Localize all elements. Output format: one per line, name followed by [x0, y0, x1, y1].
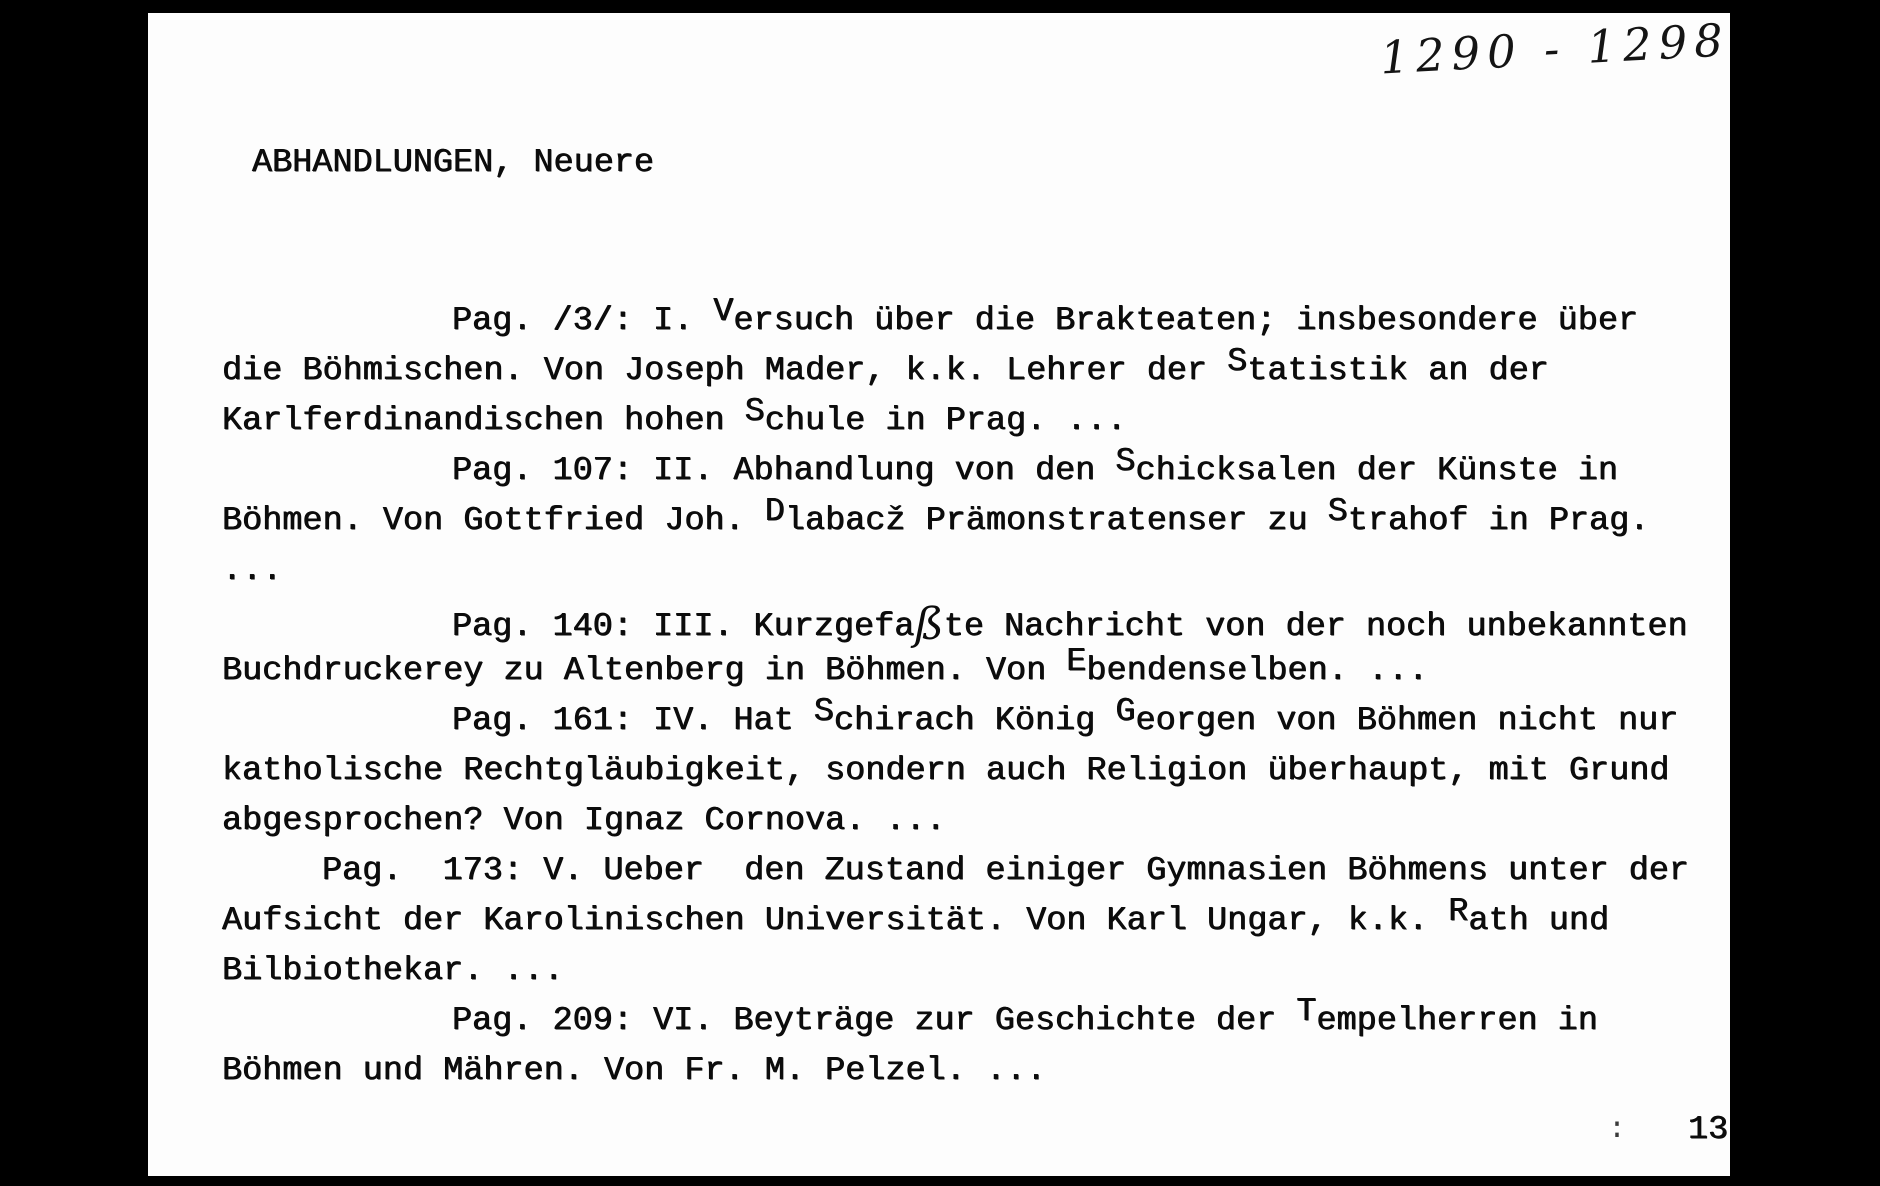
text-segment: Pag. 209: VI. Beyträge zur Geschichte der	[452, 1002, 1297, 1040]
text-segment: katholische Rechtgläubigkeit, sondern auch Religion überhaupt, mit Grund	[222, 752, 1670, 790]
text-segment: ath und	[1468, 902, 1610, 940]
text-line	[222, 796, 1732, 846]
document-heading: ABHANDLUNGEN, Neuere	[252, 144, 655, 182]
text-segment: eorgen von Böhmen nicht nur	[1135, 702, 1679, 740]
text-segment: S	[1327, 493, 1348, 531]
text-segment: Böhmen. Von Gottfried Joh.	[222, 502, 765, 540]
text-segment: Bilbiothekar. ...	[222, 952, 564, 990]
text-segment: S	[813, 693, 834, 731]
text-line	[222, 746, 1732, 796]
text-segment: S	[744, 393, 765, 431]
text-segment: Böhmen und Mähren. Von Fr. M. Pelzel. ...	[222, 1052, 1047, 1090]
text-segment: tatistik an der	[1247, 352, 1549, 390]
text-segment: labacž Prämonstratenser zu	[784, 502, 1328, 540]
text-segment: empelherren in	[1316, 1002, 1598, 1040]
document-body	[222, 293, 1732, 1096]
text-segment: Pag. 173: V. Ueber den Zustand einiger Gymnasien Böhmens unter der	[322, 852, 1690, 890]
text-segment: R	[1448, 893, 1469, 931]
text-segment: D	[764, 493, 785, 531]
text-line	[222, 343, 1732, 396]
text-segment: te Nachricht von der noch unbekannten	[943, 608, 1688, 646]
text-line	[222, 846, 1732, 896]
text-line	[222, 893, 1732, 946]
text-segment: trahof in Prag.	[1347, 502, 1650, 540]
text-segment: G	[1115, 693, 1136, 731]
text-segment: ...	[222, 552, 283, 590]
text-segment: Pag. /3/: I.	[452, 302, 714, 340]
text-line	[222, 993, 1732, 1046]
document-page	[148, 13, 1730, 1176]
text-line	[222, 493, 1732, 546]
text-segment: S	[1227, 343, 1248, 381]
text-segment: S	[1115, 443, 1136, 481]
text-segment: ß	[914, 599, 944, 650]
text-segment: Pag. 107: II. Abhandlung von den	[452, 452, 1116, 490]
text-line	[222, 393, 1732, 446]
text-segment: Karlferdinandischen hohen	[222, 402, 745, 440]
text-segment: chirach König	[833, 702, 1116, 740]
page-number: 13	[1688, 1111, 1729, 1149]
text-segment: ersuch über die Brakteaten; insbesondere über	[733, 302, 1639, 340]
text-segment: T	[1296, 993, 1317, 1031]
text-line	[222, 643, 1732, 696]
text-segment: Aufsicht der Karolinischen Universität. Von Karl Ungar, k.k.	[222, 902, 1449, 940]
text-line	[222, 293, 1732, 346]
text-segment: chicksalen der Künste in	[1135, 452, 1619, 490]
text-segment: chule in Prag. ...	[764, 402, 1127, 440]
text-line	[222, 946, 1732, 996]
handwritten-annotation: 1290 - 1298	[1378, 13, 1732, 85]
margin-mark: :	[1608, 1113, 1627, 1147]
text-segment: Pag. 140: III. Kurzgefa	[452, 608, 915, 646]
text-segment: Pag. 161: IV. Hat	[452, 702, 814, 740]
text-segment: E	[1066, 643, 1087, 681]
text-segment: bendenselben. ...	[1086, 652, 1429, 690]
text-segment: V	[713, 293, 734, 331]
text-line	[222, 1046, 1732, 1096]
text-segment: die Böhmischen. Von Joseph Mader, k.k. Lehrer der	[222, 352, 1228, 390]
text-line	[222, 596, 1732, 650]
text-line	[222, 443, 1732, 496]
text-line	[222, 693, 1732, 746]
text-segment: abgesprochen? Von Ignaz Cornova. ...	[222, 802, 946, 840]
text-segment: Buchdruckerey zu Altenberg in Böhmen. Von	[222, 652, 1067, 690]
text-line	[222, 546, 1732, 596]
